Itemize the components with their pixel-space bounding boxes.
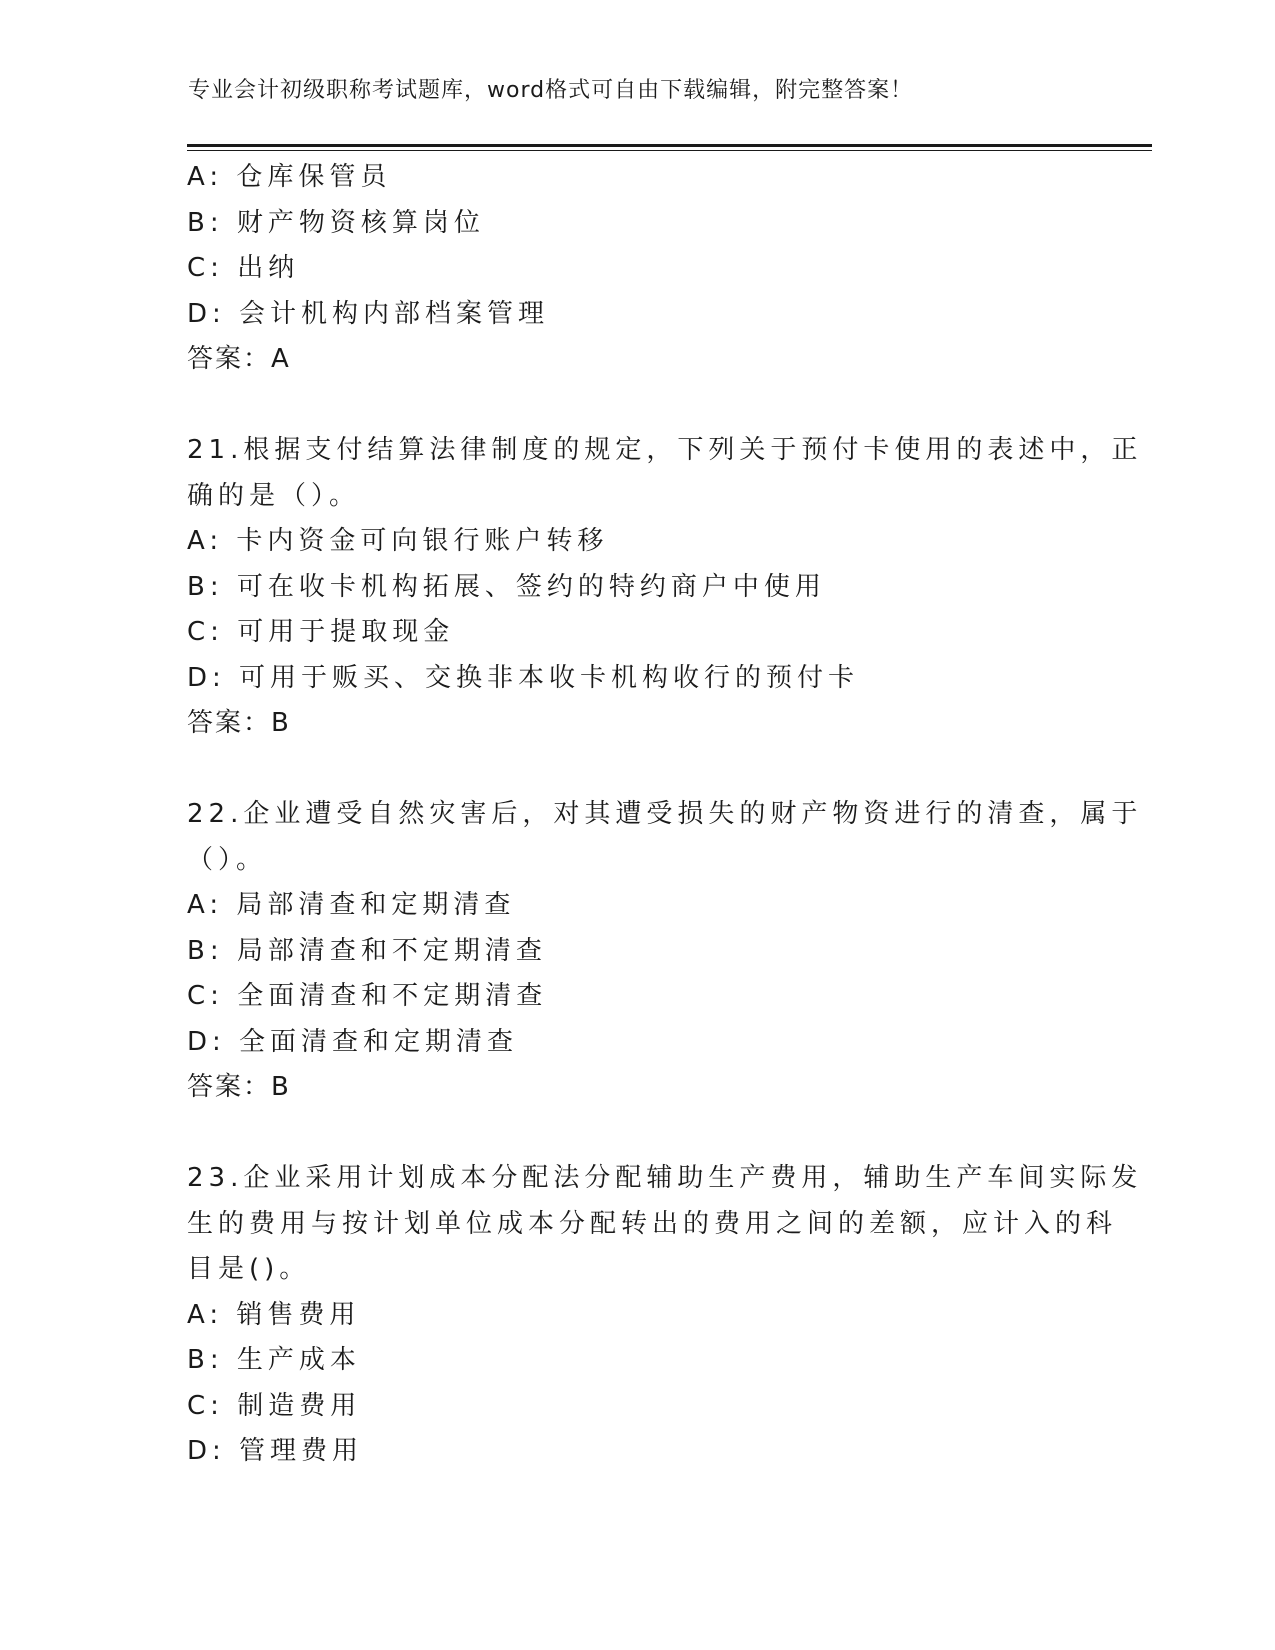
option-a: A: 局部清查和定期清查 [187,890,516,920]
option-a: A: 仓库保管员 [187,162,392,192]
option-d: D: 会计机构内部档案管理 [187,298,550,329]
question-list [187,155,1143,1475]
option-b: B: 局部清查和不定期清查 [187,935,547,966]
option-d: D: 管理费用 [187,1436,364,1466]
question-block [187,428,1143,747]
answer-line: 答案：B [187,708,291,738]
option-d: D: 可用于贩买、交换非本收卡机构收行的预付卡 [187,662,860,693]
question-text: 确的是（）。 [187,480,361,511]
option-d: D: 全面清查和定期清查 [187,1026,519,1057]
option-c: C: 出纳 [187,253,300,283]
question-text: 目是()。 [187,1254,311,1284]
answer-line: 答案：A [187,344,291,374]
option-a: A: 销售费用 [187,1299,361,1330]
question-text: （）。 [187,844,268,875]
question-text: 21.根据支付结算法律制度的规定，下列关于预付卡使用的表述中，正 [187,435,1143,465]
question-text: 23.企业采用计划成本分配法分配辅助生产费用，辅助生产车间实际发 [187,1163,1143,1193]
page-header-title: 专业会计初级职称考试题库，word格式可自由下载编辑，附完整答案！ [188,78,914,103]
answer-line: 答案：B [187,1072,291,1102]
option-c: C: 可用于提取现金 [187,617,455,647]
option-c: C: 制造费用 [187,1390,362,1421]
option-b: B: 可在收卡机构拓展、签约的特约商户中使用 [187,571,826,602]
question-text: 生的费用与按计划单位成本分配转出的费用之间的差额，应计入的科 [187,1208,1118,1239]
question-text: 22.企业遭受自然灾害后，对其遭受损失的财产物资进行的清查，属于 [187,799,1143,829]
question-block [187,155,1087,383]
header-rule-thin [187,150,1152,151]
option-a: A: 卡内资金可向银行账户转移 [187,526,609,556]
header-rule-thick [187,144,1152,147]
option-c: C: 全面清查和不定期清查 [187,981,548,1011]
question-block [187,792,1143,1111]
block-gap [187,1111,1087,1157]
block-gap [187,383,1087,429]
option-b: B: 生产成本 [187,1345,361,1375]
question-block [187,1156,1143,1475]
block-gap [187,747,1087,793]
option-b: B: 财产物资核算岗位 [187,207,485,238]
